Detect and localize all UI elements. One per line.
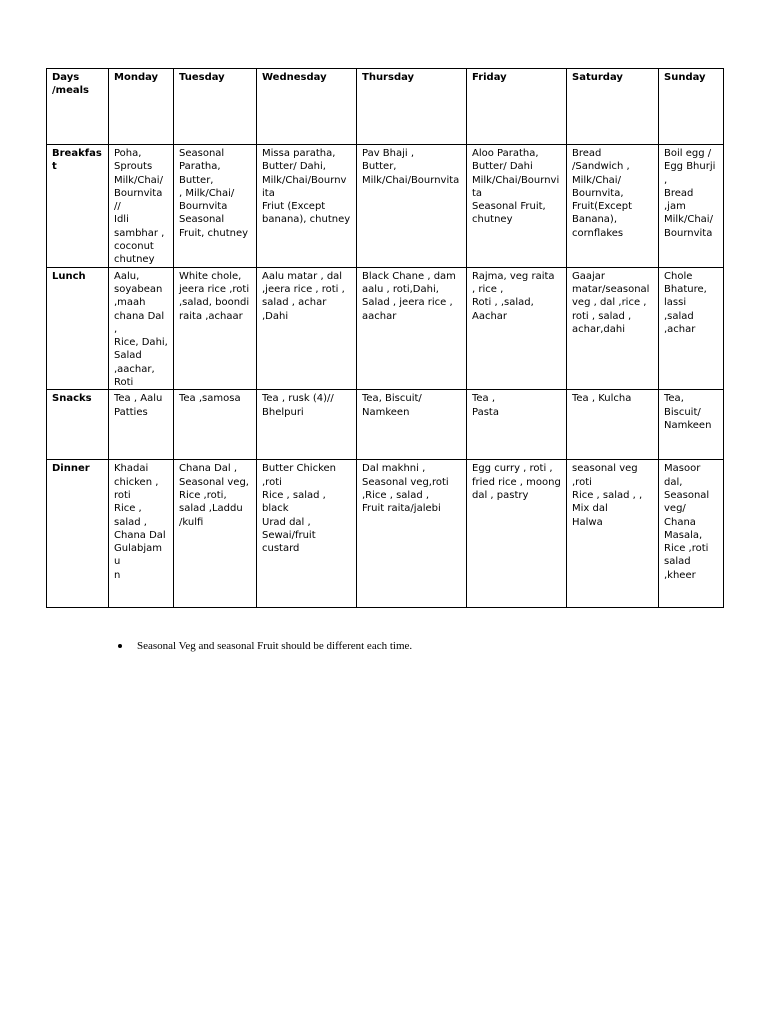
table-cell: White chole, jeera rice ,roti ,salad, boondi raita ,achaar <box>174 267 257 390</box>
header-wednesday: Wednesday <box>257 69 357 145</box>
header-saturday: Saturday <box>567 69 659 145</box>
table-row-lunch <box>47 267 724 390</box>
meal-schedule-table <box>46 68 724 608</box>
table-cell: Tea , rusk (4)// Bhelpuri <box>257 390 357 460</box>
table-cell: Butter Chicken ,roti Rice , salad , black Urad dal , Sewai/fruit custard <box>257 460 357 608</box>
table-row-dinner <box>47 460 724 608</box>
table-cell: Khadai chicken , roti Rice , salad , Chana Dal Gulabjamu n <box>109 460 174 608</box>
header-thursday: Thursday <box>357 69 467 145</box>
table-cell: Gaajar matar/seasonal veg , dal ,rice , roti , salad , achar,dahi <box>567 267 659 390</box>
table-header-row <box>47 69 724 145</box>
table-cell: Chole Bhature, lassi ,salad ,achar <box>659 267 724 390</box>
bullet-note <box>118 640 412 652</box>
table-cell: Tea , Pasta <box>467 390 567 460</box>
row-label-snacks: Snacks <box>47 390 109 460</box>
table-cell: Masoor dal, Seasonal veg/ Chana Masala, Rice ,roti salad ,kheer <box>659 460 724 608</box>
table-cell: Pav Bhaji , Butter, Milk/Chai/Bournvita <box>357 145 467 268</box>
note-text: Seasonal Veg and seasonal Fruit should be different each time. <box>137 640 413 652</box>
table-cell: Tea , Aalu Patties <box>109 390 174 460</box>
table-cell: Aalu, soyabean ,maah chana Dal , Rice, Dahi, Salad ,aachar, Roti <box>109 267 174 390</box>
table-cell: Tea , Kulcha <box>567 390 659 460</box>
header-days-meals: Days /meals <box>47 69 109 145</box>
bullet-dot-icon <box>118 644 122 648</box>
table-cell: Tea ,samosa <box>174 390 257 460</box>
table-cell: Tea, Biscuit/ Namkeen <box>357 390 467 460</box>
table-cell: Seasonal Paratha, Butter, , Milk/Chai/ Bournvita Seasonal Fruit, chutney <box>174 145 257 268</box>
table-cell: seasonal veg ,roti Rice , salad , , Mix dal Halwa <box>567 460 659 608</box>
row-label-breakfast: Breakfast <box>47 145 109 268</box>
header-monday: Monday <box>109 69 174 145</box>
table-cell: Rajma, veg raita , rice , Roti , ,salad, Aachar <box>467 267 567 390</box>
table-cell: Poha, Sprouts Milk/Chai/ Bournvita // Idli sambhar , coconut chutney <box>109 145 174 268</box>
table-row-breakfast <box>47 145 724 268</box>
table-row-snacks <box>47 390 724 460</box>
table-cell: Egg curry , roti , fried rice , moong dal , pastry <box>467 460 567 608</box>
table-cell: Aloo Paratha, Butter/ Dahi Milk/Chai/Bournvi ta Seasonal Fruit, chutney <box>467 145 567 268</box>
header-friday: Friday <box>467 69 567 145</box>
table-cell: Missa paratha, Butter/ Dahi, Milk/Chai/Bournv ita Friut (Except banana), chutney <box>257 145 357 268</box>
table-cell: Boil egg / Egg Bhurji , Bread ,jam Milk/Chai/ Bournvita <box>659 145 724 268</box>
table-cell: Aalu matar , dal ,jeera rice , roti , salad , achar ,Dahi <box>257 267 357 390</box>
table-cell: Black Chane , dam aalu , roti,Dahi, Salad , jeera rice , aachar <box>357 267 467 390</box>
header-tuesday: Tuesday <box>174 69 257 145</box>
row-label-dinner: Dinner <box>47 460 109 608</box>
table-cell: Bread /Sandwich , Milk/Chai/ Bournvita, Fruit(Except Banana), cornflakes <box>567 145 659 268</box>
row-label-lunch: Lunch <box>47 267 109 390</box>
table-cell: Chana Dal , Seasonal veg, Rice ,roti, salad ,Laddu /kulfi <box>174 460 257 608</box>
table-cell: Dal makhni , Seasonal veg,roti ,Rice , salad , Fruit raita/jalebi <box>357 460 467 608</box>
header-sunday: Sunday <box>659 69 724 145</box>
table-cell: Tea, Biscuit/ Namkeen <box>659 390 724 460</box>
